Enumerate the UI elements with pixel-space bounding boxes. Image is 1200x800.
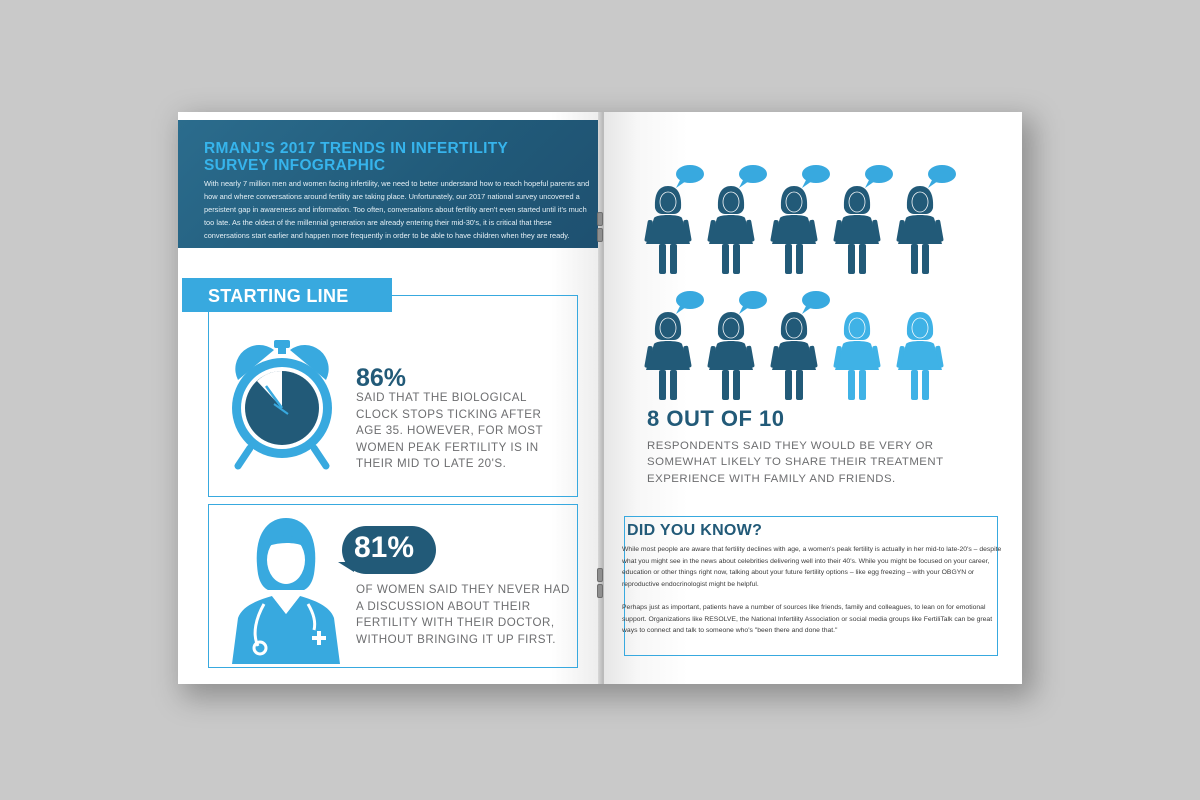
header-title: RMANJ'S 2017 TRENDS IN INFERTILITY SURVEY INFOGRAPHIC: [204, 140, 508, 174]
woman-figure-sharing-icon: [707, 164, 777, 276]
stat-81-value: 81%: [354, 531, 415, 564]
woman-figure-sharing-icon: [833, 164, 903, 276]
woman-figure-sharing-icon: [707, 290, 777, 402]
header-band: [178, 120, 602, 248]
staple-top: [597, 212, 603, 226]
woman-figure-icon: [833, 290, 903, 402]
respondents-text: RESPONDENTS SAID THEY WOULD BE VERY OR SOMEWHAT LIKELY TO SHARE THEIR TREATMENT EXPERIENCE WITH FAMILY AND FRIENDS.: [647, 440, 944, 485]
right-page: [604, 112, 1022, 684]
left-page: [178, 112, 602, 684]
woman-figure-sharing-icon: [770, 290, 840, 402]
woman-figure-sharing-icon: [644, 290, 714, 402]
woman-figure-icon: [896, 290, 966, 402]
did-you-know-title: DID YOU KNOW?: [627, 522, 763, 539]
header-intro: With nearly 7 million men and women facing infertility, we need to better understand how to reach hopeful parents and how and where conversations around fertility are taking place. Unfortunately, our 2017 national survey uncovered a persistent gap in awareness and information. Too often, conversations about fertility aren't even started until it's much too late. As the oldest of the millennial generation are already entering their mid-30's, it is critical that these conversations start earlier and happen more frequently in order to be able to have children when they are ready.: [204, 179, 590, 240]
alarm-clock-icon: [230, 330, 334, 480]
woman-figure-sharing-icon: [644, 164, 714, 276]
staple-bottom: [597, 568, 603, 582]
did-you-know-paragraph-2: Perhaps just as important, patients have a number of sources like friends, family and colleagues, to lean on for emotional support. Organizations like RESOLVE, the National Infertility Association or social media groups like FertiliTalk can be great ways to connect and talk to someone who's "been there and done that.": [622, 604, 993, 635]
staple-bottom-2: [597, 584, 603, 598]
woman-figure-sharing-icon: [896, 164, 966, 276]
doctor-icon: [228, 514, 344, 664]
did-you-know-paragraph-1: While most people are aware that fertility declines with age, a women's peak fertility is actually in her mid-to late-20's – despite what you might see in the news about celebrities delivering well into their 40's. While you might be focused on your career, education or other things right now, talking about your future fertility options – like egg freezing – with your OBGYN or reproductive endocrinologist might be helpful.: [622, 546, 1002, 588]
staple-top-2: [597, 228, 603, 242]
stat-81-bubble-tail: [338, 562, 354, 572]
stat-86-text: SAID THAT THE BIOLOGICAL CLOCK STOPS TICKING AFTER AGE 35. HOWEVER, FOR MOST WOMEN PEAK FERTILITY IS IN THEIR MID TO LATE 20'S.: [356, 391, 543, 471]
stat-81-text: OF WOMEN SAID THEY NEVER HAD A DISCUSSION ABOUT THEIR FERTILITY WITH THEIR DOCTOR, WITHOUT BRINGING IT UP FIRST.: [356, 583, 570, 646]
woman-figure-sharing-icon: [770, 164, 840, 276]
respondents-value: 8 OUT OF 10: [647, 406, 785, 431]
section-title: STARTING LINE: [208, 286, 349, 306]
stat-86-value: 86%: [356, 364, 407, 392]
